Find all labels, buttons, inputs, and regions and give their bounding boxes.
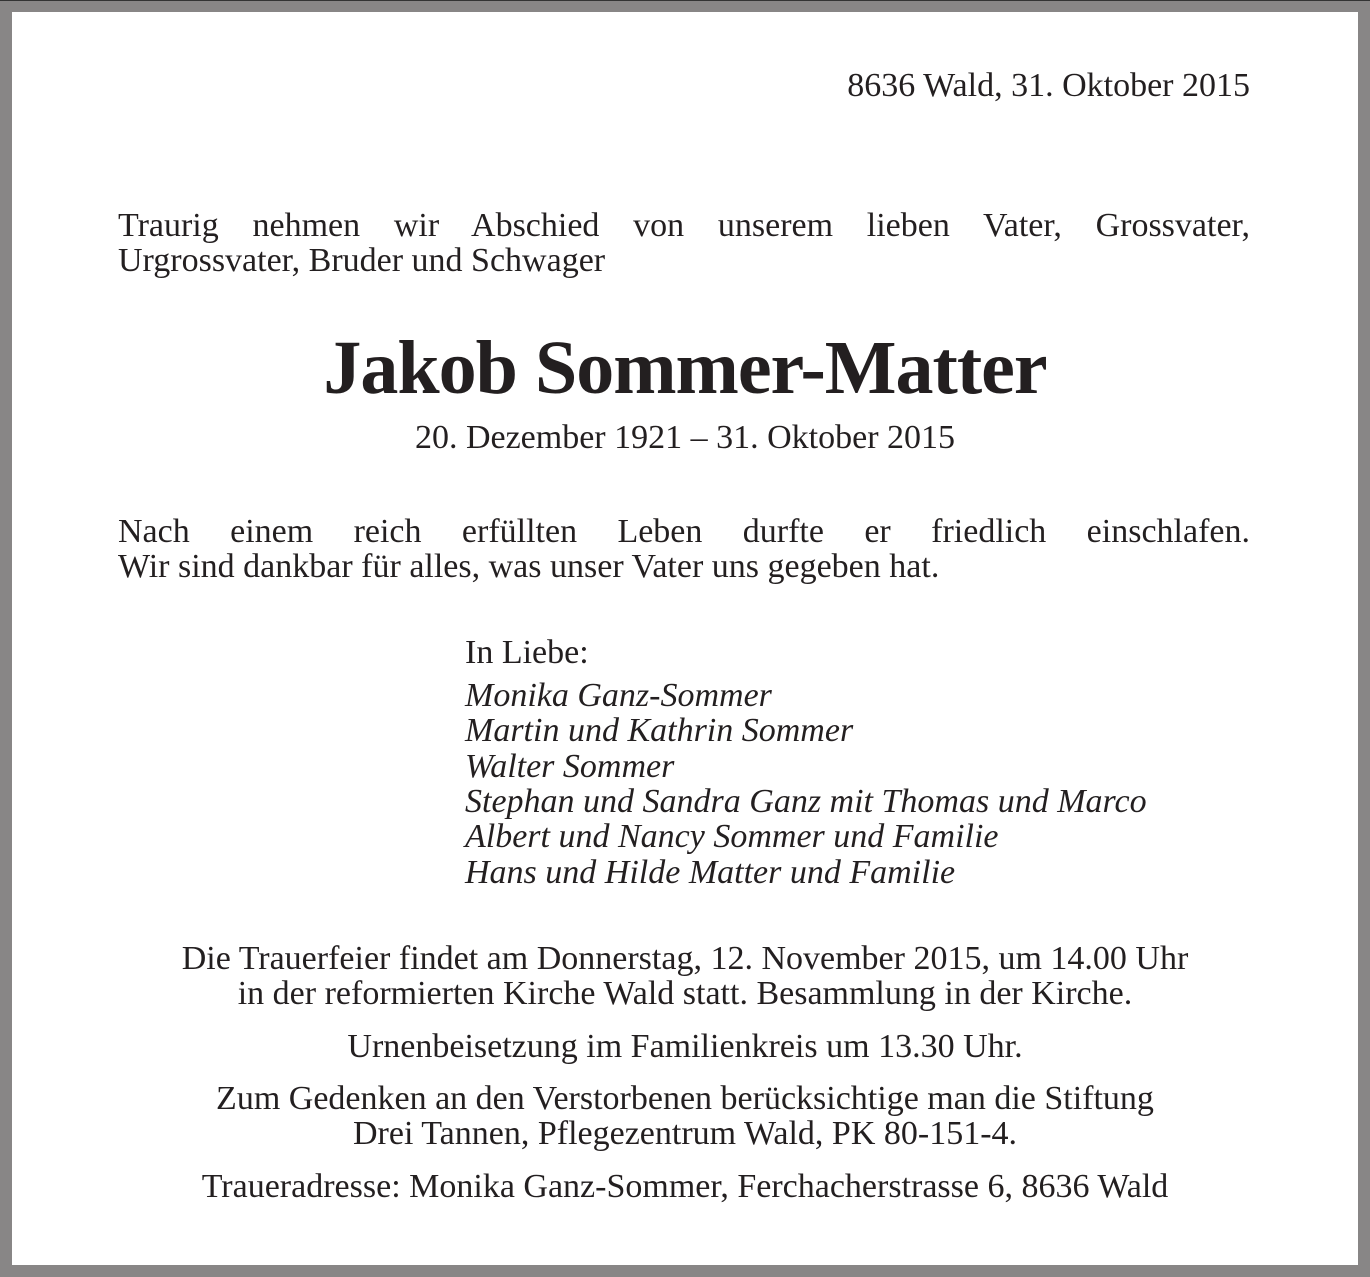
message-line-2: Wir sind dankbar für alles, was unser Vater uns gegeben hat. <box>118 548 940 585</box>
place-date: 8636 Wald, 31. Oktober 2015 <box>847 67 1250 104</box>
intro-line-1: Traurig nehmen wir Abschied von unserem lieben Vater, Grossvater, <box>118 207 1250 244</box>
mourning-address: Traueradresse: Monika Ganz-Sommer, Ferchacherstrasse 6, 8636 Wald <box>201 1168 1169 1205</box>
mourner: Stephan und Sandra Ganz mit Thomas und Marco <box>465 783 1147 820</box>
urn-burial: Urnenbeisetzung im Familienkreis um 13.30 Uhr. <box>347 1028 1023 1065</box>
mourner: Martin und Kathrin Sommer <box>465 712 854 749</box>
obituary-notice <box>12 12 1358 1265</box>
intro-line-2: Urgrossvater, Bruder und Schwager <box>118 242 606 279</box>
service-line-1: Die Trauerfeier findet am Donnerstag, 12. November 2015, um 14.00 Uhr <box>181 940 1189 977</box>
life-dates: 20. Dezember 1921 – 31. Oktober 2015 <box>414 419 956 456</box>
donation-line-2: Drei Tannen, Pflegezentrum Wald, PK 80-151-4. <box>352 1115 1018 1152</box>
service-line-2: in der reformierten Kirche Wald statt. Besammlung in der Kirche. <box>237 975 1133 1012</box>
mourner: Hans und Hilde Matter und Familie <box>465 854 956 891</box>
in-love-label: In Liebe: <box>465 634 589 671</box>
mourner: Monika Ganz-Sommer <box>465 677 772 714</box>
mourner: Albert und Nancy Sommer und Familie <box>465 818 999 855</box>
donation-line-1: Zum Gedenken an den Verstorbenen berücksichtige man die Stiftung <box>216 1080 1154 1117</box>
deceased-name: Jakob Sommer-Matter <box>323 326 1047 410</box>
frame-top-line <box>0 0 1370 1</box>
message-line-1: Nach einem reich erfüllten Leben durfte er friedlich einschlafen. <box>118 513 1250 550</box>
mourner: Walter Sommer <box>465 748 675 785</box>
